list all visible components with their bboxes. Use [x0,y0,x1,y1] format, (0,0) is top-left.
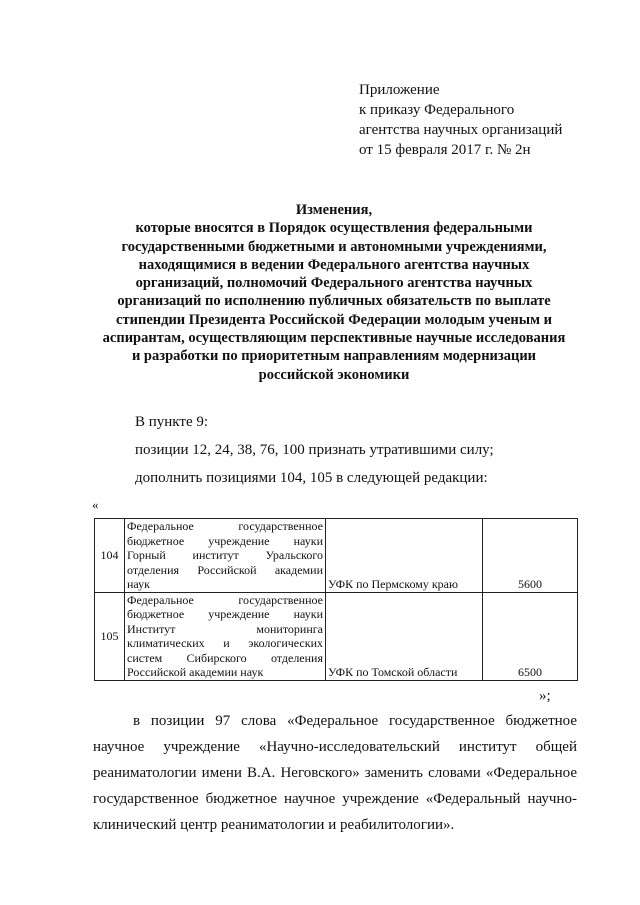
table-row [95,592,578,680]
paragraph-line: государственное бюджетное научное учреждение «Федеральный научно- [93,791,577,807]
section-item: позиции 12, 24, 38, 76, 100 признать утратившими силу; [135,442,494,458]
position-number: 104 [95,519,125,593]
org-line: наук [127,577,150,591]
org-line: отделения Российской академии [127,562,323,577]
title-line: организаций, полномочий Федерального агентства научных [135,275,533,292]
title-line: российской экономики [258,366,410,383]
title-line: организаций по исполнению публичных обязательств по выплате [117,293,551,310]
title-line: аспирантам, осуществляющим перспективные научные исследования [102,330,566,347]
paragraph-line: научное учреждение «Научно-исследовательский институт общей [93,739,577,755]
title-line: и разработки по приоритетным направлениям модернизации [131,348,537,365]
org-line: бюджетное учреждение науки [127,607,323,621]
title-line: государственными бюджетными и автономными учреждениями, [121,238,547,255]
title-line: Изменения, [295,202,373,218]
org-line: климатических и экологических [127,636,323,650]
paragraph-line: в позиции 97 слова «Федеральное государственное бюджетное [133,713,577,729]
org-line: Горный институт Уральского [127,548,323,562]
org-line: Российской академии наук [127,665,264,679]
stamp-line: Приложение [359,82,440,98]
closing-quote: »; [539,688,551,704]
organization-name [125,592,326,680]
stamp-line: к приказу Федерального [359,102,515,118]
section-item: дополнить позициями 104, 105 в следующей редакции: [135,470,488,486]
org-line: систем Сибирского отделения [127,650,323,665]
approval-stamp [359,80,562,160]
treasury-office: УФК по Томской области [326,592,483,680]
position-number: 105 [95,592,125,680]
positions-table [94,518,578,681]
org-line: Федеральное государственное [127,519,323,533]
treasury-office: УФК по Пермскому краю [326,519,483,593]
org-line: Институт мониторинга [127,621,323,636]
title-line: находящимися в ведении Федерального агентства научных [138,256,530,273]
opening-quote: « [92,497,99,512]
stamp-line: от 15 февраля 2017 г. № 2н [359,142,531,158]
table-row [95,519,578,593]
stamp-line: агентства научных организаций [359,122,563,138]
paragraph-line: реаниматологии имени В.А. Неговского» заменить словами «Федеральное [93,765,577,781]
amount: 5600 [483,519,578,593]
section-point: В пункте 9: [135,414,209,430]
amount: 6500 [483,592,578,680]
paragraph-line: клинический центр реаниматологии и реабилитологии». [93,817,455,833]
title-line: стипендии Президента Российской Федерации молодым ученым и [116,311,552,328]
org-line: Федеральное государственное [127,592,323,607]
document-title [96,201,572,384]
organization-name [125,519,326,593]
title-line: которые вносятся в Порядок осуществления федеральными [135,220,533,237]
org-line: бюджетное учреждение науки [127,533,323,548]
amendment-paragraph [93,708,577,838]
